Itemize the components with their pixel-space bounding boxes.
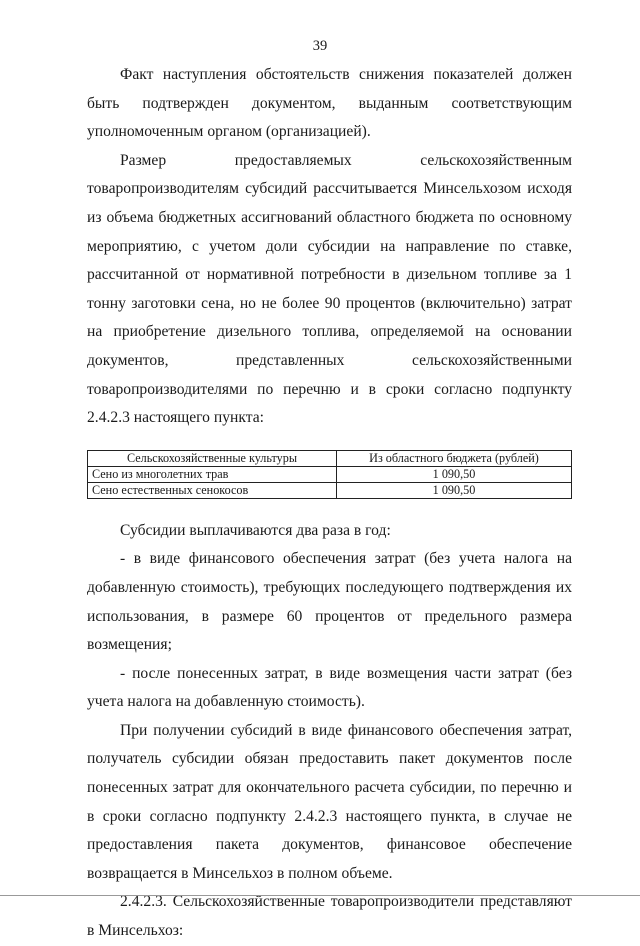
paragraph-obligations: При получении субсидий в виде финансового обеспечения затрат, получатель субсидии обязан предоставить пакет документов после понесенных затрат для окончательного расчета субсидии, по перечню и в сроки согласно подпункту 2.4.2.3 настоящего пункта, в случае не предоставления пакета документов, финансовое обеспечение возвращается в Минсельхоз в полном объеме. [87,721,572,882]
table-header-budget: Из областного бюджета (рублей) [337,450,572,466]
subsidy-rate-table [87,450,572,499]
paragraph-reimbursement: - после понесенных затрат, в виде возмещения части затрат (без учета налога на добавленную стоимость). [87,664,572,711]
table-cell-amount: 1 090,50 [337,482,572,498]
table-row [88,466,572,482]
paragraph-subsidy-size: Размер предоставляемых сельскохозяйственным товаропроизводителям субсидий рассчитывается Минсельхозом исходя из объема бюджетных ассигнований областного бюджета по основному мероприятию, с учетом доли субсидии на направление по ставке, рассчитанной от нормативной потребности в дизельном топливе за 1 тонну заготовки сена, но не более 90 процентов (включительно) затрат на приобретение дизельного топлива, определяемой на основании документов, представленных сельскохозяйственными товаропроизводителями по перечню и в сроки согласно подпункту 2.4.2.3 настоящего пункта: [87,151,572,427]
page-bottom-rule [0,895,640,896]
paragraph-payment-schedule: Субсидии выплачиваются два раза в год: [120,521,391,539]
table-header-row [88,450,572,466]
table-cell-amount: 1 090,50 [337,466,572,482]
paragraph-advance-financing: - в виде финансового обеспечения затрат (без учета налога на добавленную стоимость), требующих последующего подтверждения их использования, в размере 60 процентов от предельного размера возмещения; [87,550,572,654]
paragraph-confirmation: Факт наступления обстоятельств снижения показателей должен быть подтвержден документом, выданным соответствующим уполномоченным органом (организацией). [87,66,572,141]
table-cell-crop: Сено естественных сенокосов [88,482,337,498]
document-body [87,61,572,946]
paragraph-section-2423: 2.4.2.3. Сельскохозяйственные товаропроизводители представляют в Минсельхоз: [87,893,572,940]
table-row [88,482,572,498]
table-cell-crop: Сено из многолетних трав [88,466,337,482]
table-header-crops: Сельскохозяйственные культуры [88,450,337,466]
page-number: 39 [312,38,328,54]
